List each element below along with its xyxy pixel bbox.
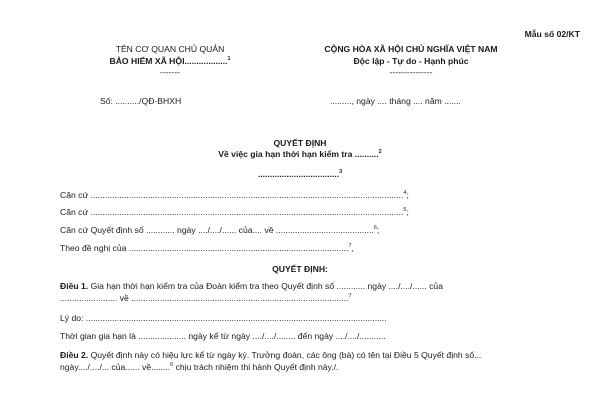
decision-subtitle [150,149,450,159]
issuing-authority-text: .................................. [257,169,340,179]
footnote-7b: 7 [348,293,352,300]
decision-subtitle-text: Về việc gia hạn thời hạn kiểm tra .......... [218,149,379,159]
issuing-authority [150,169,450,179]
ground-tail: , [351,243,354,253]
ground-line [60,190,409,200]
article-2 [60,350,481,360]
ground-tail: ; [406,207,409,217]
article-1 [60,281,443,291]
footnote-6: 6 [373,225,377,232]
article-2-cont-b: chịu trách nhiệm thi hành Quyết định này./. [173,362,339,372]
unit-name-text: BẢO HIỂM XÃ HỘI.................. [109,56,228,66]
right-divider: --------------- [389,67,433,77]
national-motto: Độc lập - Tự do - Hạnh phúc [353,56,469,66]
decision-title: QUYẾT ĐỊNH [273,138,327,148]
decision-heading: QUYẾT ĐỊNH: [272,264,328,274]
article-2-text: Quyết định này có hiệu lực kể từ ngày ký. Trưởng đoàn, các ông (bà) có tên tại Điều 5 Quyết định số... [88,350,482,360]
ground-line [60,207,409,217]
extension-period-field: Thời gian gia hạn là .................... ngày kể từ ngày ..../..../........ đến ngày ..../..../........... [60,331,386,341]
agency-name: TÊN CƠ QUAN CHỦ QUẢN [115,44,225,54]
article-1-text: Gia hạn thời hạn kiểm tra của Đoàn kiểm tra theo Quyết định số ............ ngày ..../..../...... của [88,281,443,291]
footnote-6b: 6 [170,362,174,369]
footnote-7: 7 [348,243,352,250]
left-divider: ------- [159,67,181,77]
ground-tail: ; [406,190,409,200]
footnote-3: 3 [339,169,343,176]
ground-line [60,243,354,253]
reason-field: Lý do: .............................................................................................................................. [60,313,387,323]
nation-name: CỘNG HÒA XÃ HỘI CHỦ NGHĨA VIỆT NAM [324,44,498,54]
document-number: Số: ........../QĐ-BHXH [100,96,182,106]
article-2-cont-a: ngày..../..../... của...... về........ [60,362,171,372]
footnote-4: 4 [403,190,407,197]
article-1-cont-text: ........................ về ........................................................................................... [60,293,349,303]
article-1-label: Điều 1. [60,281,89,291]
unit-name [85,56,255,66]
footnote-2: 2 [378,149,382,156]
ground-line [60,225,379,235]
article-2-label: Điều 2. [60,350,89,360]
footnote-1: 1 [227,56,231,63]
ground-text: Căn cứ Quyết định số ............ ngày ..../..../...... của.... về ......................................... [60,225,374,235]
footnote-5: 5 [403,207,407,214]
ground-text: Theo đề nghị của ............................................................................................ [60,243,349,253]
ground-tail: ; [376,225,380,235]
ground-text: Căn cứ ................................................................................................................................... [60,207,404,217]
date-line: ........., ngày .... tháng .... năm ....... [330,96,461,106]
form-code: Mẫu số 02/KT [524,29,580,39]
article-2-continuation [60,362,338,372]
article-1-continuation [60,293,352,303]
ground-text: Căn cứ ................................................................................................................................... [60,190,404,200]
